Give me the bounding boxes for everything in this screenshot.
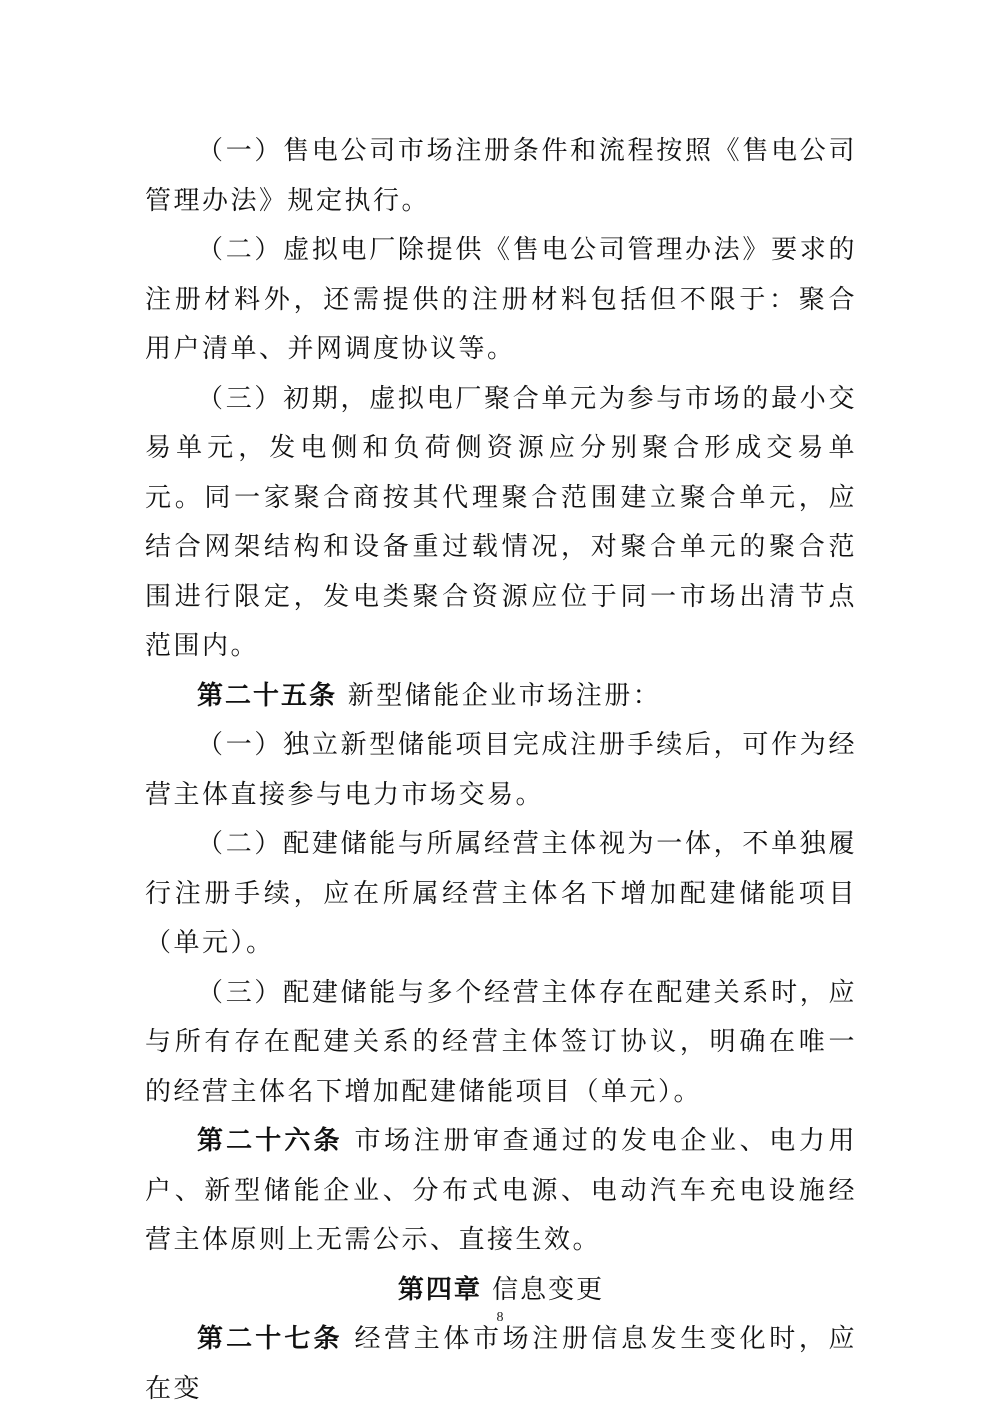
- article-26: [145, 1117, 857, 1266]
- paragraph-7: [145, 969, 857, 1118]
- paragraph-2: [145, 226, 857, 375]
- chapter-title: 信息变更: [492, 1274, 605, 1305]
- paragraph-text: 经营主体市场注册信息发生变化时，应在变: [145, 1324, 857, 1404]
- paragraph-text: （三）初期，虚拟电厂聚合单元为参与市场的最小交易单元，发电侧和负荷侧资源应分别聚合形成交易单元。同一家聚合商按其代理聚合范围建立聚合单元，应结合网架结构和设备重过载情况，对聚合单元的聚合范围进行限定，发电类聚合资源应位于同一市场出清节点范围内。: [145, 383, 857, 661]
- article-label: 第二十五条: [197, 680, 338, 711]
- paragraph-text: （二）虚拟电厂除提供《售电公司管理办法》要求的注册材料外，还需提供的注册材料包括但不限于：聚合用户清单、并网调度协议等。: [145, 235, 857, 364]
- chapter-label: 第四章: [397, 1274, 482, 1305]
- article-label: 第二十六条: [197, 1126, 343, 1156]
- paragraph-1: [145, 127, 857, 226]
- paragraph-6: [145, 820, 857, 969]
- paragraph-text: 市场注册审查通过的发电企业、电力用户、新型储能企业、分布式电源、电动汽车充电设施经营主体原则上无需公示、直接生效。: [145, 1126, 857, 1255]
- paragraph-text: 新型储能企业市场注册：: [347, 680, 662, 711]
- paragraph-5: [145, 721, 857, 820]
- article-label: 第二十七条: [197, 1324, 343, 1354]
- article-25: [145, 672, 857, 722]
- paragraph-text: （三）配建储能与多个经营主体存在配建关系时，应与所有存在配建关系的经营主体签订协议，明确在唯一的经营主体名下增加配建储能项目（单元）。: [145, 977, 857, 1107]
- paragraph-text: （二）配建储能与所属经营主体视为一体，不单独履行注册手续，应在所属经营主体名下增加配建储能项目（单元）。: [145, 829, 857, 958]
- article-27: [145, 1315, 857, 1414]
- page-number: 8: [496, 1310, 504, 1325]
- paragraph-3: [145, 375, 857, 672]
- chapter-heading: [145, 1266, 857, 1316]
- paragraph-text: （一）售电公司市场注册条件和流程按照《售电公司管理办法》规定执行。: [145, 136, 857, 216]
- paragraph-text: （一）独立新型储能项目完成注册手续后，可作为经营主体直接参与电力市场交易。: [145, 730, 857, 810]
- document-body: [145, 127, 857, 1414]
